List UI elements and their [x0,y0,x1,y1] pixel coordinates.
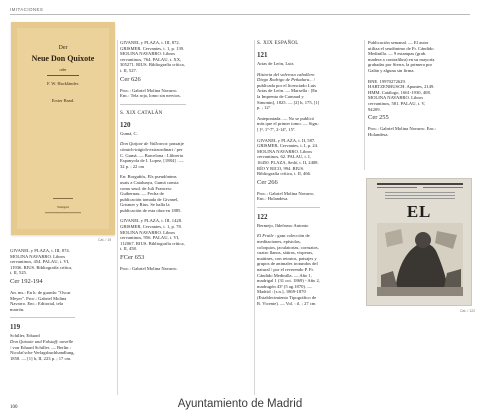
column-rule-2 [254,40,255,395]
image-left-caption: Cat. / 19 [98,238,112,242]
book-imprint-mark [45,212,81,213]
entry-122-refs: BNE. 19970272629. HARTZENBUSCH. Apuntes, 2149. HMM. Catálogo, 1661-1930, 408. MOLINA NAVARRO. Libros cervantinos, 581. PALAU, t. V, 94209. [368,78,435,112]
entry-122-number: 122 [257,212,268,221]
entry-120-shelfmark: FCer 653 [120,254,145,262]
entry-119-title: Don Quixote und Falstaff [10,338,58,344]
entry-120-desc [120,141,186,169]
column-2 [120,40,186,272]
entry-119-author: Schiller, Eduard [10,333,40,339]
newspaper-engraving [377,223,463,296]
book-line-5: Stuttgart [56,205,70,209]
entry-121-shelfmark: Cer 266 [257,178,278,186]
entry-121-number: 121 [257,51,268,59]
entry-120-title: Don Quijote de Vallcarca [120,141,167,147]
book-line-1: Neue Don Quixote [31,54,95,63]
entry-118b-refs: GIVANEL y PLAZA, t. III, 872. GRISMER. Cervantes, t. 1, p. 139. MOLINA NAVARRO. Libros cervantinos, 764. PALAU, t. XX, 305271. RIUS. Bibliografía crítica, t. II, 527. [120,40,185,73]
entry-122-author: Bermejo, Ildefonso Antonio [257,222,309,228]
image-right-caption: Cat. / 122 [460,309,476,313]
entry-118b-shelfmark: Cer 626 [120,75,141,83]
book-line-4: Erster Band. [51,98,75,103]
footer-publisher: Ayuntamiento de Madrid [177,398,303,410]
column-1 [10,248,75,361]
entry-120-number: 120 [120,120,131,129]
entry-122-proc: Proc.: Gabriel Molina Navarro. Enc.: Holandesa. [368,126,437,137]
column-rule-3 [364,40,365,170]
entry-121-note: Antepontada. — No se publicó más que el primer tomo. — Sign.: [ ]², 1º-7º, 2-14º, 15º. [257,115,320,132]
book-cover-image [11,22,115,235]
entry-divider [120,104,186,105]
entry-121-body: / publicada por el licenciado Luis Arias de León. — Marsella : [En la Imprenta de Carnaud y Simonin], 1825. — [2] h, 175, [1] p. ; 12° [257,77,320,111]
entry-121-proc: Proc.: Gabriel Molina Navarro. Enc.: Holandesa. [257,190,315,202]
book-line-2: oder [59,67,67,72]
newspaper-image [366,178,472,306]
section-heading-spanish: S. XIX ESPAÑOL [257,41,299,46]
column-4 [368,40,438,137]
entry-120-proc: Proc.: Gabriel Molina Navarro. [120,266,178,272]
entry-118b-notes: Proc.: Gabriel Molina Navarro. Enc.: Tela roja, lomo sin nervios. [120,87,181,99]
column-rule-1 [117,40,118,395]
entry-122-body: : gran colección de meditaciones, epístolas, coloquios, jaculatorias, corruatos, cuatro llanos, sátiras, visperas, maitines, con retratos, paisajes y grupos de animales trotundos del natural / por el reverendo P. Fr. Cándido Medinilla. — Año 1, madrigal 1 (31 oct. 1869) - Año 2, madrugón 43ª (5 ag.1870). — Madrid : [s.n.], 1869-1870 (Establecimiento Tipográfico de R. Vicente). — Vol. : il. ; 27 cm [257,233,320,306]
entry-120-refs: GIVANEL y PLAZA, t. III, 1428. GRISMER, Cervantes, t. 1, p. 78. MOLINA NAVARRO. Libros cervantinos, 956. PALAU, t. VI, 112067. RIUS. Bibliografía crítica, t. II, 458. [120,218,185,252]
entry-122-continued: Publicación semanal. — El autor utiliza el seudónimo de Fr. Cándido Medinilla. — 9 estampas (grab. madera a contrafibra) en su mayoría grabadas por Sierra, la primera por Galán y alguna sin firma. [368,40,435,73]
entry-118-notes: An. ms.: En h. de guarda: "Oscar Meyer". Proc.: Gabriel Molina Navarro. Enc.: Editorial, tela marrón. [10,289,71,312]
book-line-0: Der [58,45,68,51]
book-rule [47,75,79,76]
entry-120-author: Gumá, C. [120,130,138,136]
newspaper-header-strip [377,183,463,201]
entry-118-shelfmark: Cer 192-194 [10,277,43,285]
entry-122-desc [257,233,320,306]
entry-121-desc [257,72,320,111]
entry-121-title: Historia del valeroso caballero Diego Rodrigo de Peñadura... [257,71,315,83]
entry-118-refs: GIVANEL y PLAZA, t. III, 874. MOLINA NAVARRO. Libros cervantinos, 454. PALAU, t. VI, 11936. RIUS. Bibliografía crítica, t. II, 525. [10,248,73,276]
book-title-page [17,28,109,229]
entry-120-body: : passatje còmich-trágich-extraordinari / per C. Gumá. — Barcelona : Llibreria Espanyola de I. Lopez, [1884] . — 32 p. ; 22 cm [120,141,184,169]
header-rule [10,14,470,15]
entry-121-author: Arias de León, Luis [257,61,294,66]
running-header: IMITACIONES [10,7,44,12]
entry-divider [257,207,320,208]
entry-122-title: El Fraile [257,233,274,239]
entry-119-desc [10,339,75,361]
book-rule-bottom [53,198,73,199]
entry-119-body: : novelle / von Eduard Schiller. — Berlin : Nicolai'sche Verlagsbuchhandlung, 1858. — [1] h, II, 223 p. ; 17 cm. [10,338,75,361]
entry-divider [10,317,75,318]
newspaper-masthead: EL [406,202,432,221]
section-heading-catalan: S. XIX CATALÁN [120,110,163,116]
entry-119-number: 119 [10,323,21,332]
page-number: 100 [10,405,18,410]
entry-121-refs: GIVANEL y PLAZA, t. II, 587. GRISMER, Cervantes, t. I, p. 24. MOLINA NAVARRO. Libros cervantinos, 62. PALAU, t. I, 16450. PLAZA, Sedó, t. II, 2408. RÍO Y RICO, 994. RIUS. Bibliografía crítica, t. II, 466. [257,137,319,177]
column-3 [257,40,320,306]
entry-120-note: En: Borguñós, Els pseudònims usats a Catalunya, Gumá consta como seud. de Juli Francesc Guibernau. — Fecha de publicación tomada de Givanel, Grismer y Rius. Se halla la publicación de esta obra en 1885. [120,174,182,213]
entry-122-shelfmark: Cer 255 [368,114,389,122]
book-line-3: F. W. Hackländer. [46,81,80,86]
